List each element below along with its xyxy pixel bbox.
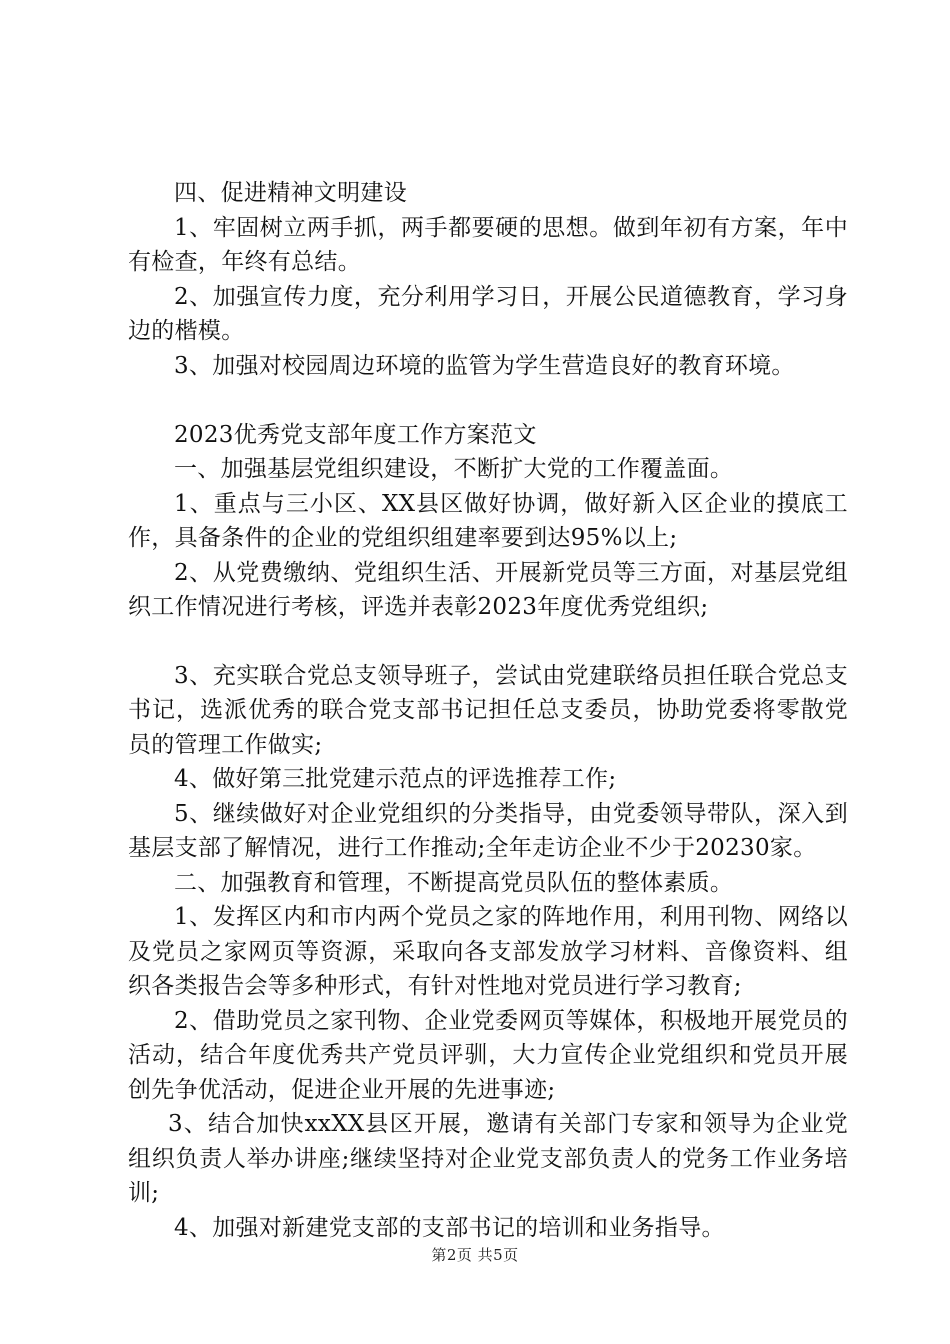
document-body [128,176,848,1245]
paragraph: 4、做好第三批党建示范点的评选推荐工作; [174,766,617,792]
paragraph: 1、牢固树立两手抓，两手都要硬的思想。做到年初有方案，年中有检查，年终有总结。 [128,214,848,275]
paragraph: 3、充实联合党总支领导班子，尝试由党建联络员担任联合党总支书记，选派优秀的联合党支部书记担任总支委员，协助党委将零散党员的管理工作做实; [128,662,848,758]
spacer [128,625,848,659]
paragraph: 2、从党费缴纳、党组织生活、开展新党员等三方面，对基层党组织工作情况进行考核，评选并表彰2023年度优秀党组织; [128,559,848,620]
section-heading: 二、加强教育和管理，不断提高党员队伍的整体素质。 [174,869,734,896]
document-title: 2023优秀党支部年度工作方案范文 [174,421,537,448]
paragraph: 3、结合加快xxXX县区开展，邀请有关部门专家和领导为企业党组织负责人举办讲座;继续坚持对企业党支部负责人的党务工作业务培训; [128,1111,848,1206]
paragraph: 3、加强对校园周边环境的监管为学生营造良好的教育环境。 [174,352,795,379]
section-heading: 四、促进精神文明建设 [174,180,407,206]
paragraph: 4、加强对新建党支部的支部书记的培训和业务指导。 [174,1214,725,1241]
paragraph: 2、加强宣传力度，充分利用学习日，开展公民道德教育，学习身边的楷模。 [128,283,848,344]
paragraph: 2、借助党员之家刊物、企业党委网页等媒体，积极地开展党员的活动，结合年度优秀共产党员评驯，大力宣传企业党组织和党员开展创先争优活动，促进企业开展的先进事迹; [128,1007,848,1103]
paragraph: 1、发挥区内和市内两个党员之家的阵地作用，利用刊物、网络以及党员之家网页等资源，采取向各支部发放学习材料、音像资料、组织各类报告会等多种形式，有针对性地对党员进行学习教育; [128,904,848,999]
spacer [128,383,848,418]
paragraph: 1、重点与三小区、XX县区做好协调，做好新入区企业的摸底工作，具备条件的企业的党组织组建率要到达95%以上; [128,490,848,551]
paragraph: 5、继续做好对企业党组织的分类指导，由党委领导带队，深入到基层支部了解情况，进行工作推动;全年走访企业不少于20230家。 [128,800,848,861]
section-heading: 一、加强基层党组织建设，不断扩大党的工作覆盖面。 [174,456,734,482]
page-footer: 第2页 共5页 [431,1246,519,1264]
